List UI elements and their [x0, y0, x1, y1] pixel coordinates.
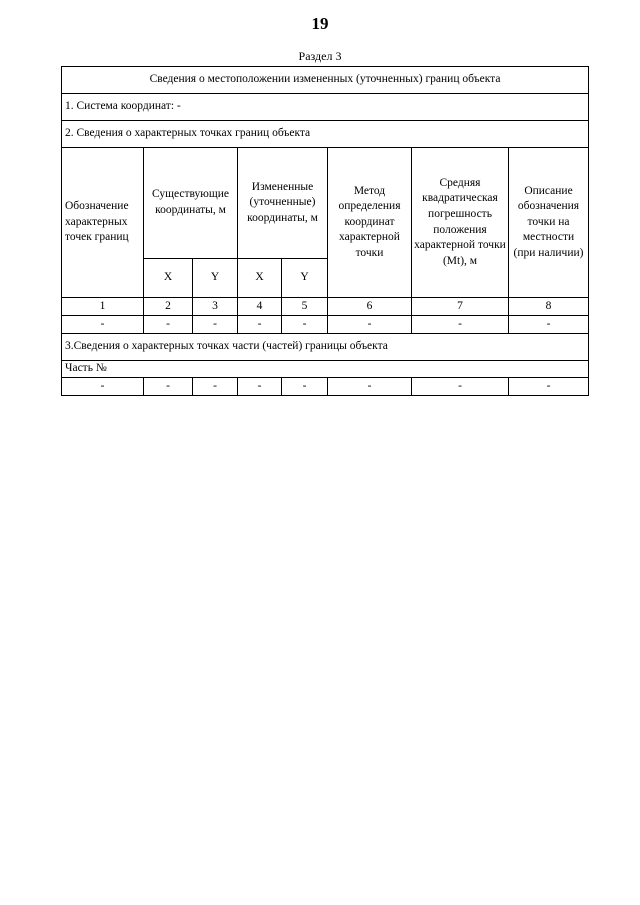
header-existing-coordinates: Существующие координаты, м [144, 148, 238, 259]
column-number: 8 [509, 298, 589, 316]
table-cell: - [238, 316, 282, 334]
table-cell: - [62, 378, 144, 396]
header-existing-x: X [144, 259, 193, 298]
column-number: 7 [412, 298, 509, 316]
header-changed-coordinates: Измененные (уточненные) координаты, м [238, 148, 328, 259]
header-changed-y: Y [282, 259, 328, 298]
header-error: Средняя квадратическая погрешность положения характерной точки (Mt), м [412, 148, 509, 298]
table-cell: - [193, 378, 238, 396]
part-points-heading-row: 3.Сведения о характерных точках части (частей) границы объекта [62, 334, 589, 361]
table-cell: - [144, 316, 193, 334]
table-cell: - [238, 378, 282, 396]
page-number: 19 [311, 14, 329, 33]
header-designation: Обозначение характерных точек границ [62, 148, 144, 298]
header-changed-x: X [238, 259, 282, 298]
boundary-points-table [61, 66, 589, 396]
header-existing-y: Y [193, 259, 238, 298]
column-number: 3 [193, 298, 238, 316]
column-number: 1 [62, 298, 144, 316]
points-heading-row: 2. Сведения о характерных точках границ объекта [62, 121, 589, 148]
table-row [62, 378, 589, 396]
part-number-row: Часть № [62, 361, 589, 378]
column-number: 5 [282, 298, 328, 316]
section-label: Раздел 3 [298, 49, 342, 63]
table-cell: - [509, 378, 589, 396]
table-cell: - [282, 378, 328, 396]
table-row [62, 316, 589, 334]
table-cell: - [328, 378, 412, 396]
coordinate-system-row: 1. Система координат: - [62, 94, 589, 121]
header-method: Метод определения координат характерной точки [328, 148, 412, 298]
column-number: 6 [328, 298, 412, 316]
table-cell: - [412, 378, 509, 396]
table-title: Сведения о местоположении измененных (уточненных) границ объекта [62, 67, 589, 94]
table-cell: - [412, 316, 509, 334]
header-description: Описание обозначения точки на местности (при наличии) [509, 148, 589, 298]
table-cell: - [282, 316, 328, 334]
table-cell: - [62, 316, 144, 334]
column-number: 4 [238, 298, 282, 316]
table-cell: - [509, 316, 589, 334]
column-number-row [62, 298, 589, 316]
table-cell: - [193, 316, 238, 334]
table-cell: - [144, 378, 193, 396]
column-number: 2 [144, 298, 193, 316]
table-cell: - [328, 316, 412, 334]
